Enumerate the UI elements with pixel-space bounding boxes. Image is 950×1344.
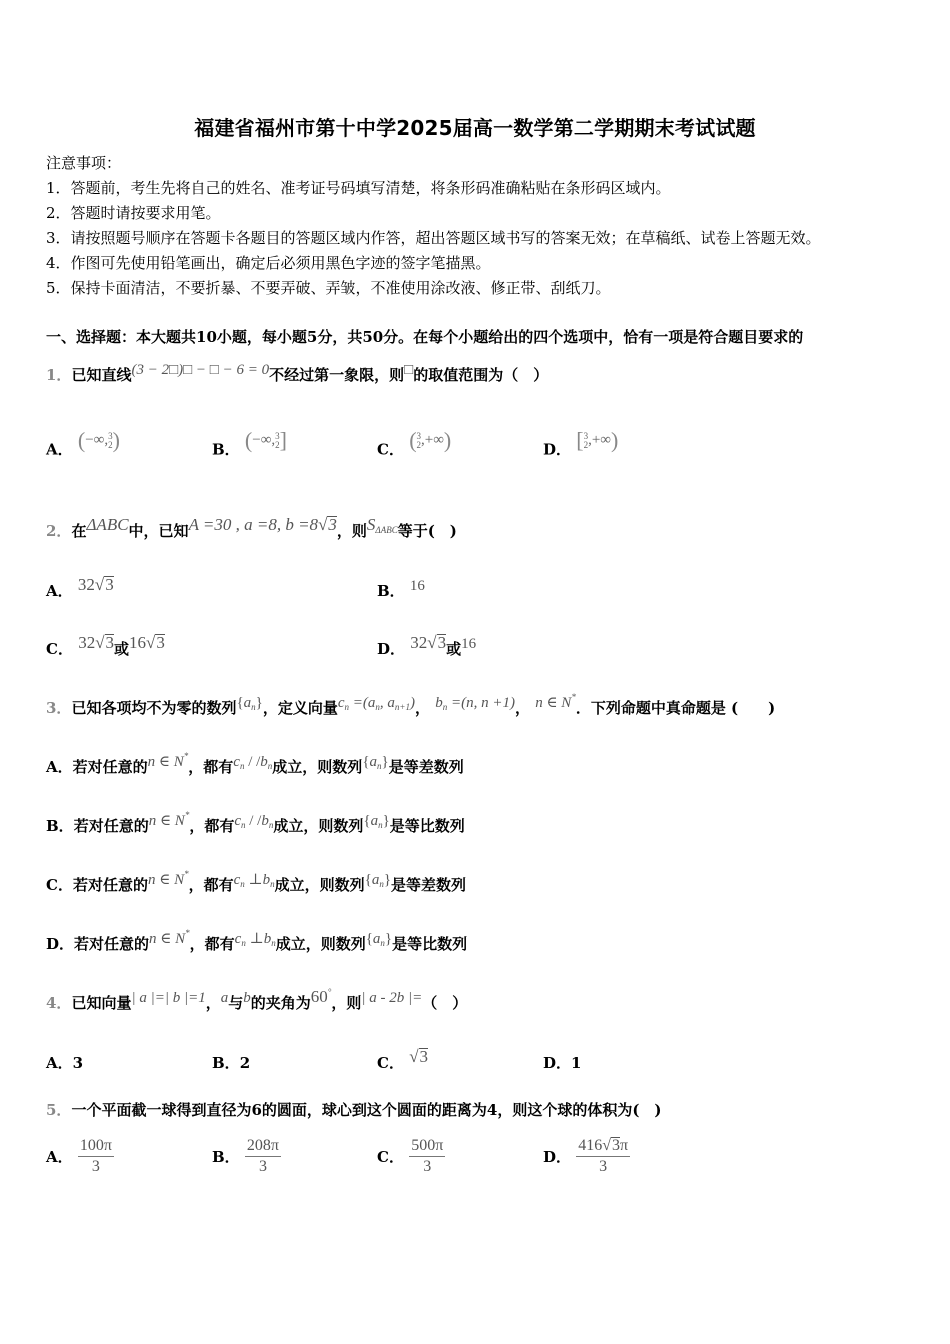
q3-option-a[interactable]: A．若对任意的n ∈ N*，都有$c_n / /b_n$成立，则数列$\{a_n\}$是等差数列 xyxy=(46,751,464,776)
q3-option-b[interactable]: B．若对任意的n ∈ N*，都有$c_n / /b_n$成立，则数列$\{a_n\}$是等比数列 xyxy=(46,810,465,835)
interval: [ 3 2 ,+∞) xyxy=(576,428,619,453)
question-2: 2．在ΔABC中，已知A =30 , a =8, b =8√3，则$S_{\Delta ABC}$等于( ) xyxy=(46,515,457,540)
question-number: 3． xyxy=(46,699,72,717)
q4-option-a[interactable]: A．3 xyxy=(46,1054,84,1072)
given-conditions: A =30 , a =8, b =8√3 xyxy=(188,515,337,534)
line-equation: (3 − 2□)□ − □ − 6 = 0 xyxy=(131,362,270,378)
q4-option-b[interactable]: B．2 xyxy=(212,1054,251,1072)
interval: (−∞, 3 2 ) xyxy=(77,428,120,453)
q2-option-b[interactable]: B． 16 xyxy=(377,578,425,600)
question-number: 5． xyxy=(46,1101,72,1119)
notice-item-3: 3．请按照题号顺序在答题卡各题目的答题区域内作答，超出答题区域书写的答案无效；在草稿纸、试卷上答题无效。 xyxy=(46,229,821,247)
q1-option-d[interactable]: D． [ 3 2 ,+∞) xyxy=(543,428,619,459)
question-3: 3．已知各项均不为零的数列$\{a_n\}$，定义向量$c_n =(a_n$, $a_{n+1}$)， $b_n =(n$, n +1)， n ∈ N*．下列命题中真命题是 ( ) xyxy=(46,692,776,717)
q5-option-b[interactable]: B． $\frac{208\pi}{3}$ xyxy=(212,1137,279,1175)
notice-item-5: 5．保持卡面清洁，不要折暴、不要弄破、弄皱，不准使用涂改液、修正带、刮纸刀。 xyxy=(46,279,611,297)
fraction: $\frac{416√3\pi}{3}$ xyxy=(578,1137,629,1175)
notice-item-4: 4．作图可先使用铅笔画出，确定后必须用黑色字迹的签字笔描黑。 xyxy=(46,254,491,272)
question-number: 2． xyxy=(46,522,72,540)
q3-option-d[interactable]: D．若对任意的n ∈ N*，都有$c_n$ $\perp b_n$成立，则数列$\{a_n\}$是等比数列 xyxy=(46,928,468,953)
notice-item-2: 2．答题时请按要求用笔。 xyxy=(46,204,221,222)
vector-c: $c_n =(a_n$, $a_{n+1}$) xyxy=(337,695,415,712)
interval: ( 3 2 ,+∞) xyxy=(409,428,452,453)
question-4: 4．已知向量| a |=| b |=1，a与b的夹角为60°，则| a - 2b |=（ ） xyxy=(46,987,468,1012)
triangle: ΔABC xyxy=(86,515,129,534)
q1-option-c[interactable]: C． ( 3 2 ,+∞) xyxy=(377,428,452,459)
question-number: 4． xyxy=(46,994,72,1012)
q3-option-c[interactable]: C．若对任意的n ∈ N*，都有$c_n$ $\perp b_n$成立，则数列$\{a_n\}$是等差数列 xyxy=(46,869,467,894)
vector-b: $b_n =(n$, n +1) xyxy=(435,695,515,712)
q4-option-c[interactable]: C． √3 xyxy=(377,1047,429,1072)
question-5: 5．一个平面截一球得到直径为6的圆面，球心到这个圆面的距离为4，则这个球的体积为( ) xyxy=(46,1101,662,1119)
q2-option-d[interactable]: D． 32√3或16 xyxy=(377,633,477,658)
exam-title: 福建省福州市第十中学2025届高一数学第二学期期末考试试题 xyxy=(194,116,756,140)
q5-option-a[interactable]: A． $\frac{100\pi}{3}$ xyxy=(46,1137,112,1175)
q5-option-d[interactable]: D． $\frac{416√3\pi}{3}$ xyxy=(543,1137,629,1175)
area-symbol: $S_{\Delta ABC}$ xyxy=(366,515,398,535)
n-domain: n ∈ N* xyxy=(535,692,576,711)
section-heading: 一、选择题：本大题共10小题，每小题5分，共50分。在每个小题给出的四个选项中，恰有一项是符合题目要求的 xyxy=(46,328,804,346)
q4-option-d[interactable]: D．1 xyxy=(543,1054,582,1072)
q5-option-c[interactable]: C． $\frac{500\pi}{3}$ xyxy=(377,1137,444,1175)
fraction: $\frac{208\pi}{3}$ xyxy=(246,1137,279,1175)
notice-item-1: 1．答题前，考生先将自己的姓名、准考证号码填写清楚，将条形码准确粘贴在条形码区域内。 xyxy=(46,179,671,197)
parameter: □ xyxy=(404,362,414,378)
interval: (−∞, 3 2 ] xyxy=(244,428,287,453)
fraction: $\frac{500\pi}{3}$ xyxy=(411,1137,444,1175)
notice-heading: 注意事项： xyxy=(46,154,122,172)
q1-option-b[interactable]: B． (−∞, 3 2 ] xyxy=(212,428,287,459)
vector-norms: | a |=| b |=1 xyxy=(131,990,206,1006)
q2-option-a[interactable]: A． 32√3 xyxy=(46,575,114,600)
q1-option-a[interactable]: A． (−∞, 3 2 ) xyxy=(46,428,120,459)
target-expression: | a - 2b |= xyxy=(361,990,423,1006)
question-1: 1．已知直线(3 − 2□)□ − □ − 6 = 0不经过第一象限，则□的取值范围为（ ） xyxy=(46,362,549,384)
question-number: 1． xyxy=(46,366,72,384)
sequence: $\{a_n\}$ xyxy=(236,695,263,712)
angle: 60° xyxy=(310,987,332,1006)
q2-option-c[interactable]: C． 32√3或16√3 xyxy=(46,633,165,658)
fraction: $\frac{100\pi}{3}$ xyxy=(79,1137,112,1175)
